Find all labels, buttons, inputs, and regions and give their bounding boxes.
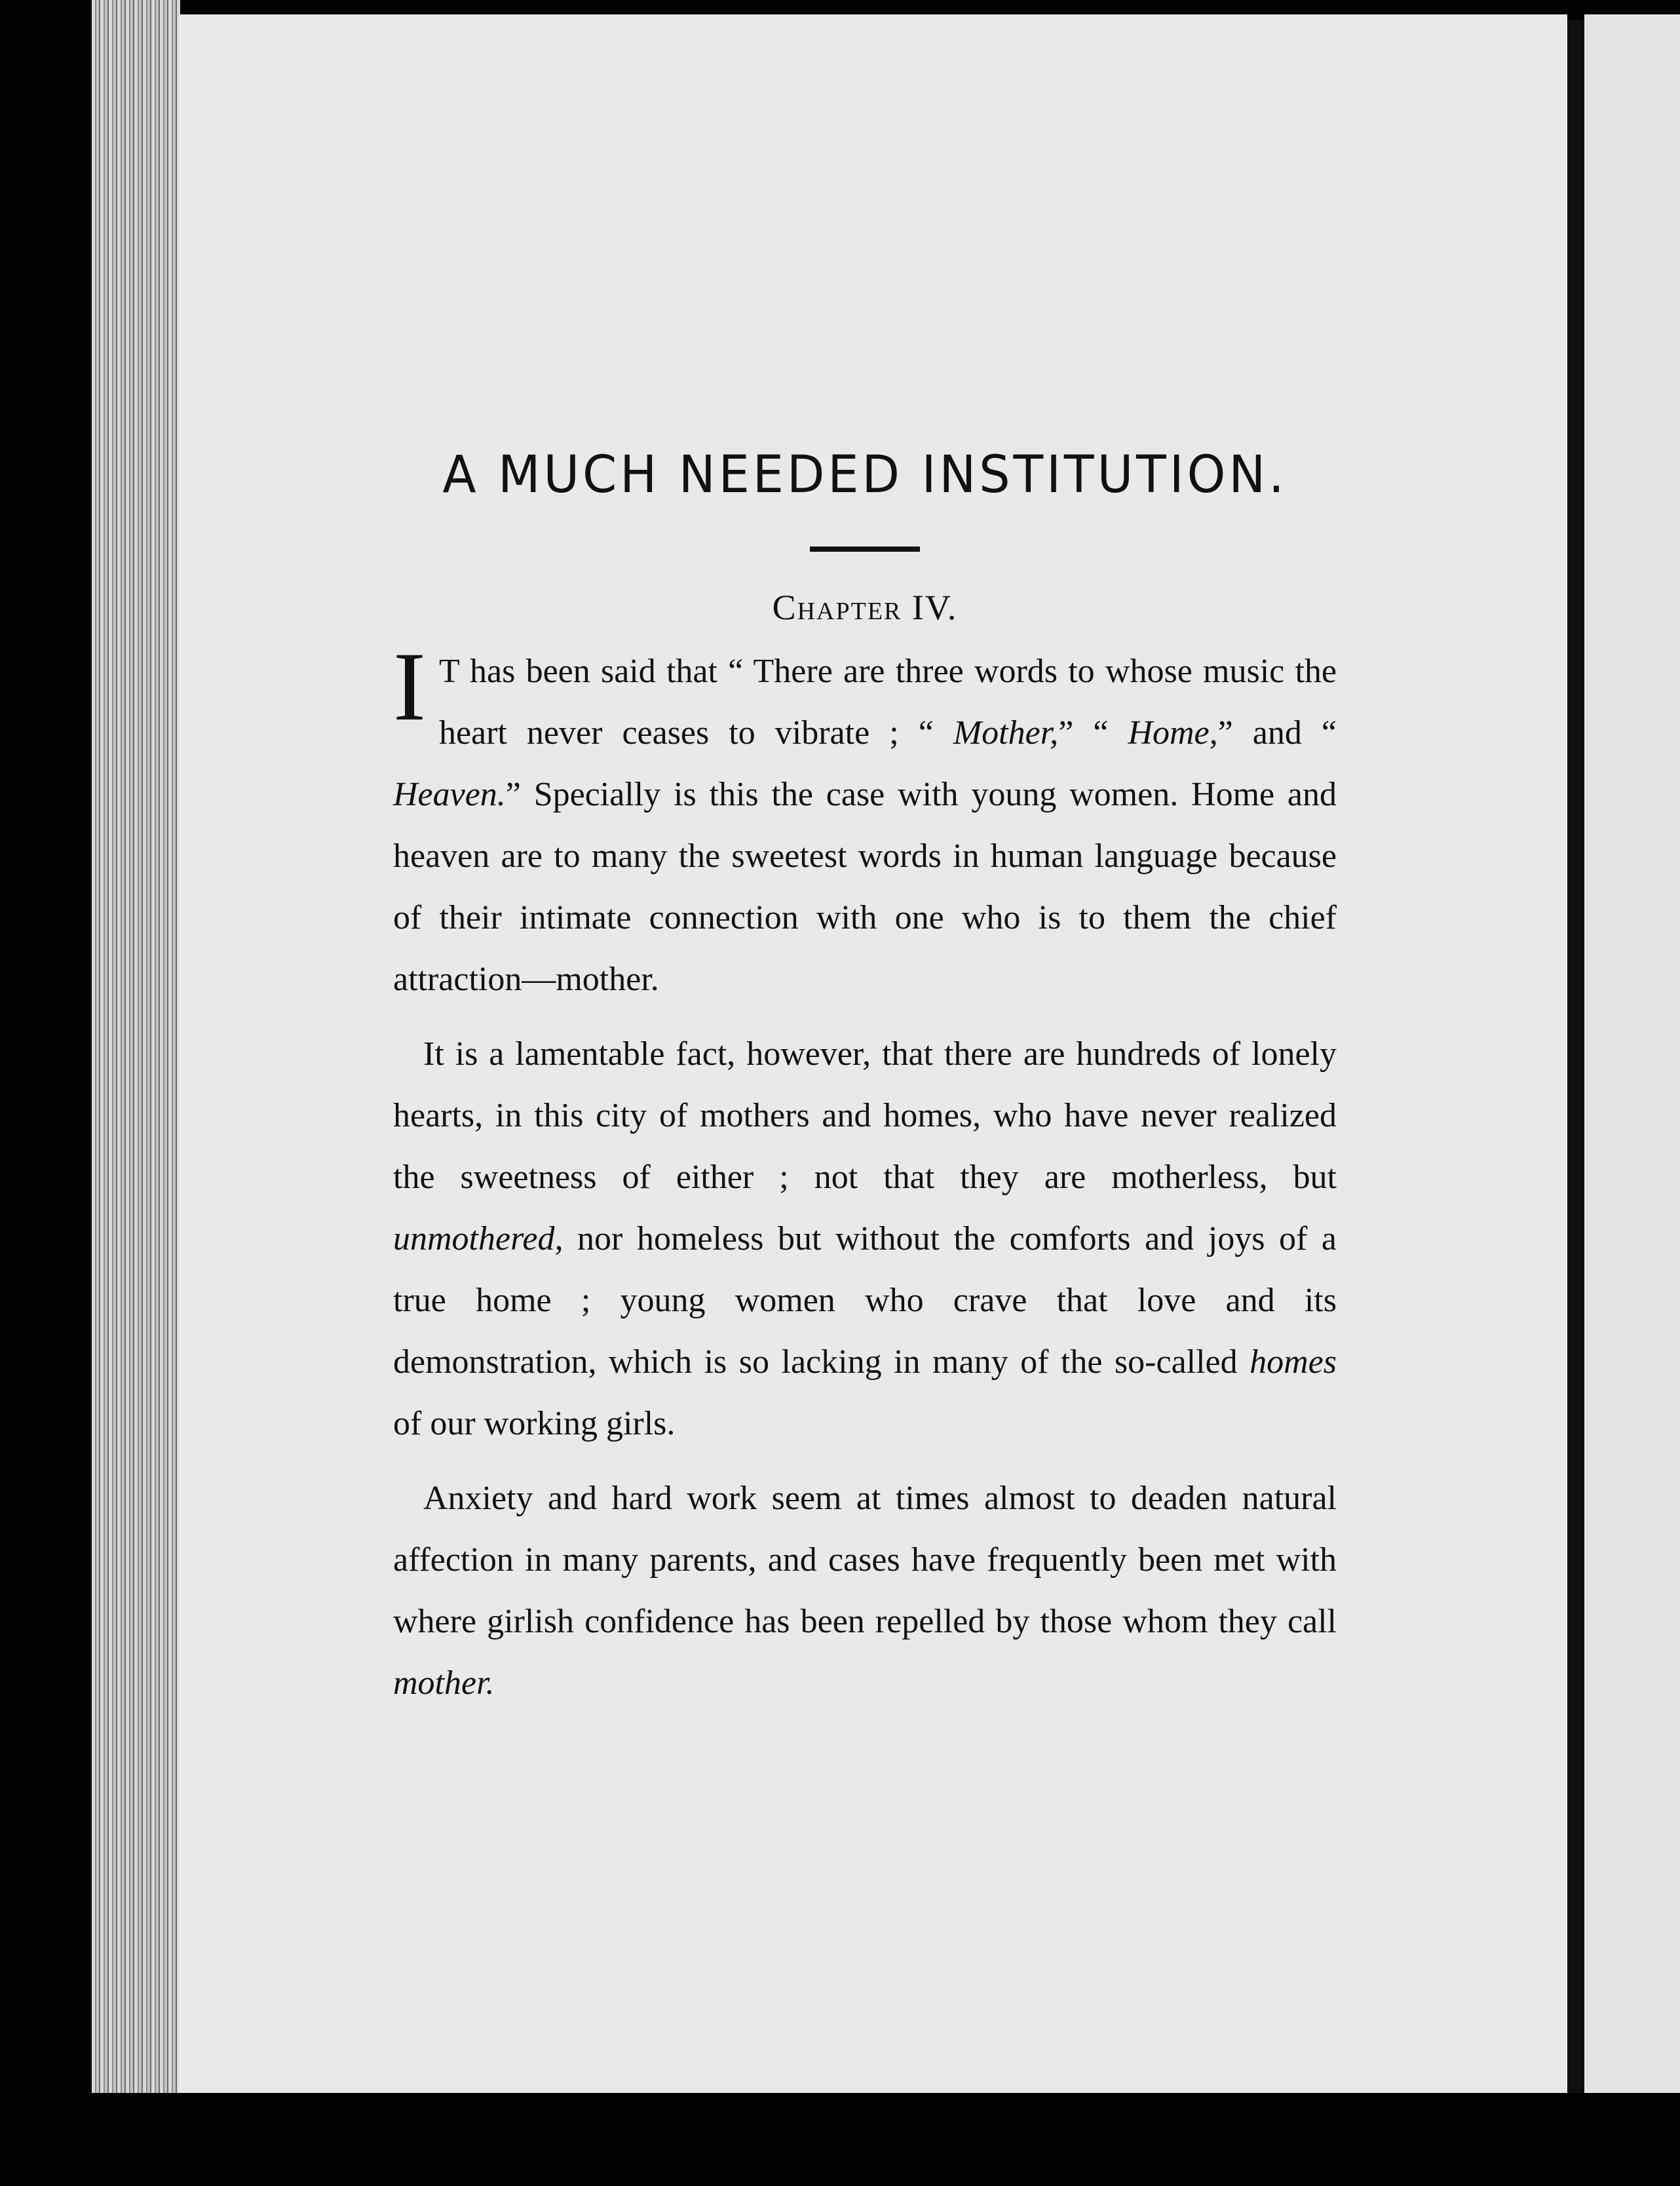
paragraph-2-italic-1: unmothered, — [393, 1220, 563, 1257]
paragraph-3 — [393, 1468, 1337, 1714]
page-content — [393, 446, 1337, 1714]
book-page-edges — [92, 0, 180, 2186]
paragraph-1-italic-2: Home, — [1128, 714, 1218, 752]
paragraph-1-italic-1: Mother, — [953, 714, 1059, 752]
chapter-heading: Chapter IV. — [772, 588, 958, 627]
paragraph-3-italic-1: mother. — [393, 1664, 495, 1702]
book-binding — [1567, 20, 1584, 2097]
paragraph-1-text-2: ” “ — [1058, 714, 1128, 752]
paragraph-1-text-3: ” and “ — [1217, 714, 1337, 752]
scan-bottom-border — [0, 2093, 1680, 2186]
paragraph-1 — [393, 632, 1337, 1010]
paragraph-2-text-1: It is a lamentable fact, however, that there are hundreds of lonely hearts, in this city of mothers and homes, who have never realized the sweetness of either ; not that they are motherless, but — [393, 1035, 1337, 1196]
paragraph-1-text-4: ” Specially is this the case with young women. Home and heaven are to many the sweetest words in human language because of their intimate connection with one who is to them the chief attraction—mother. — [393, 776, 1337, 998]
title-divider — [810, 546, 920, 552]
paragraph-1-text-1: T has been said that “ There are three words to whose music the heart never ceases to vibrate ; “ — [438, 653, 1337, 752]
page-title: A MUCH NEEDED INSTITUTION. — [442, 446, 1288, 505]
paragraph-1-italic-3: Heaven. — [393, 776, 506, 813]
paragraph-2 — [393, 1024, 1337, 1455]
paragraph-2-text-2: nor homeless but without the comforts and joys of a true home ; young women who crave that love and its demonstration, which is so lacking in many of the so-called — [393, 1220, 1337, 1381]
drop-cap: I — [393, 632, 426, 741]
adjacent-page-edge — [1584, 14, 1680, 2093]
paragraph-2-text-3: of our working girls. — [393, 1405, 676, 1442]
paragraph-2-italic-2: homes — [1250, 1343, 1337, 1381]
paragraph-3-text-1: Anxiety and hard work seem at times almost to deaden natural affection in many parents, and cases have frequently been met with where girlish confidence has been repelled by those whom they call — [393, 1480, 1337, 1640]
